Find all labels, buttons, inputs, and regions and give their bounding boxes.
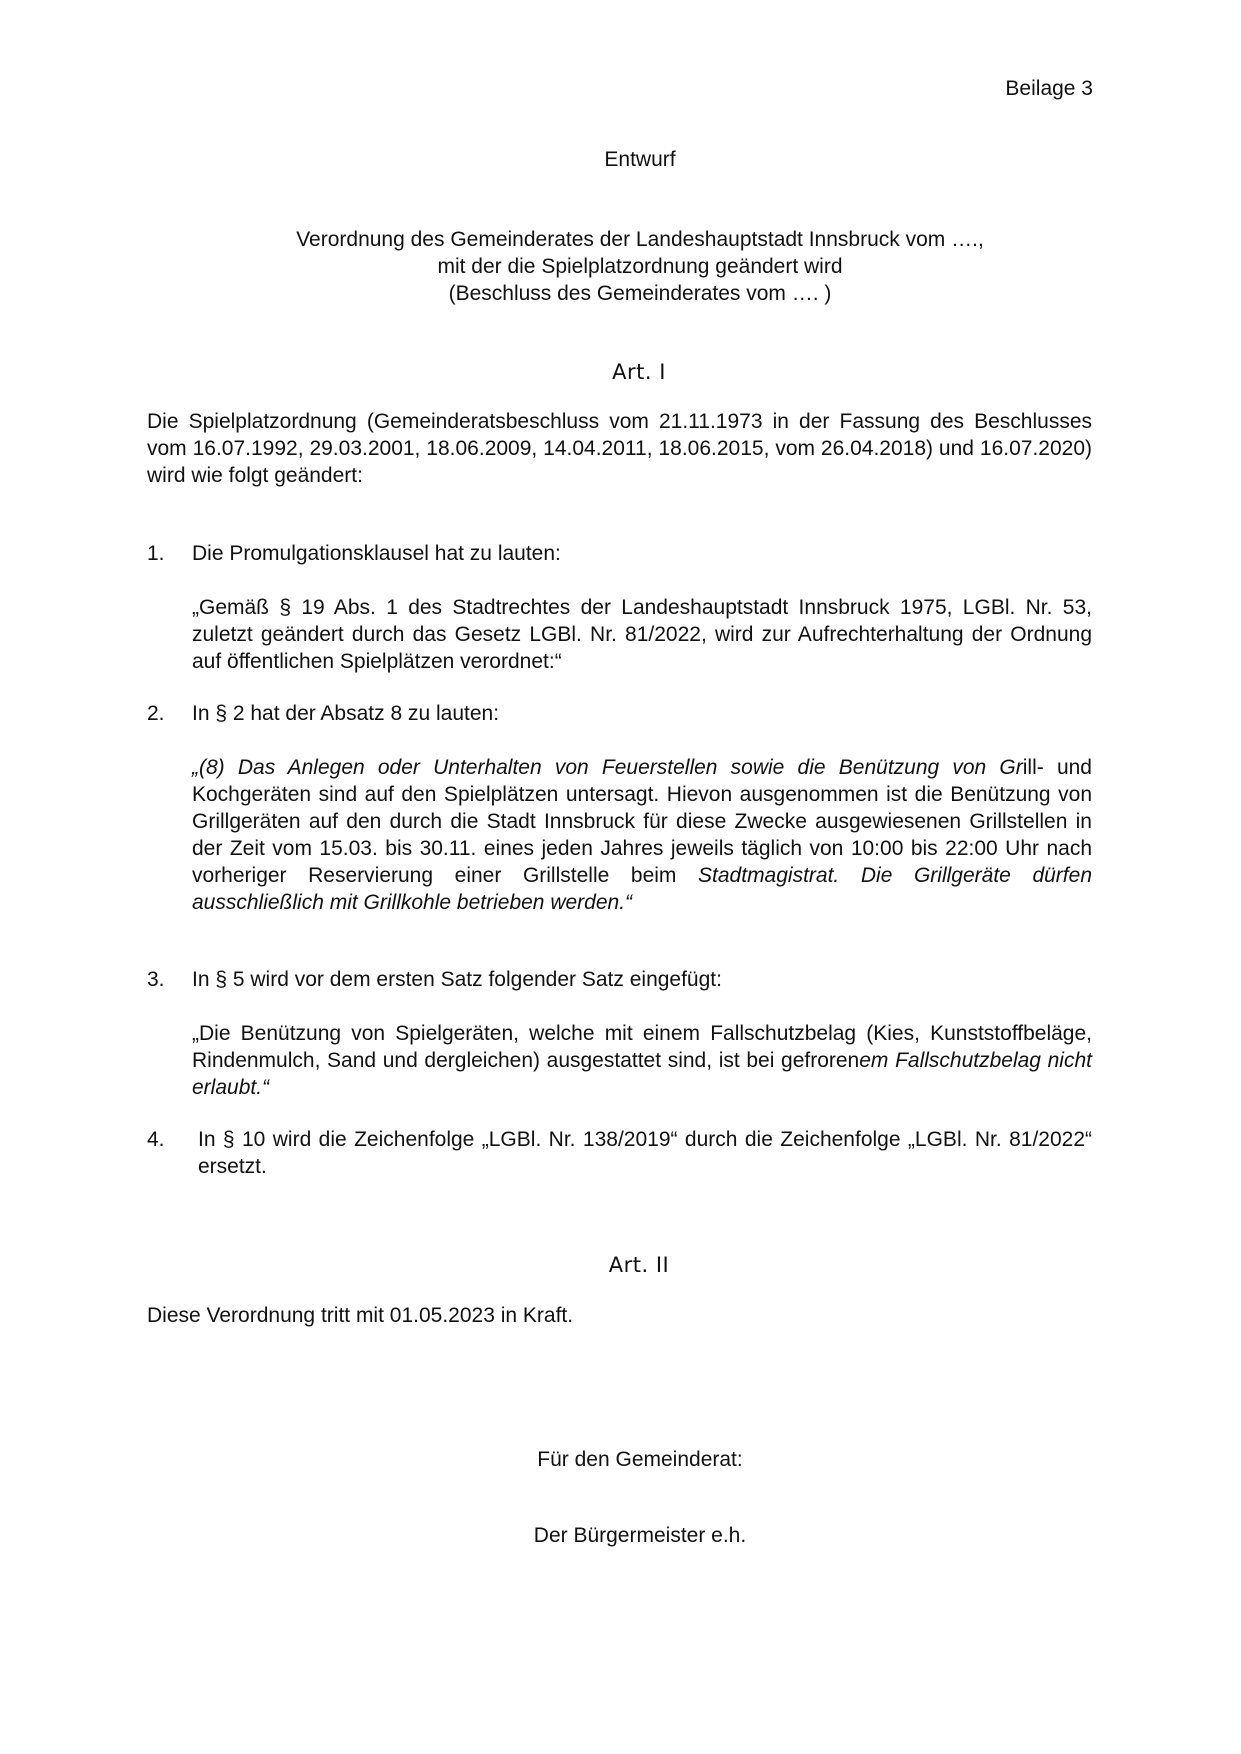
list-item-1-body: „Gemäß § 19 Abs. 1 des Stadtrechtes der Landeshauptstadt Innsbruck 1975, LGBl. Nr. 53, zuletzt geändert durch das Gesetz LGBl. Nr. 81/2022, wird zur Aufrechterhaltung der Ordnung auf öffentlichen Spielplätzen verordnet:“ [192, 596, 1092, 673]
title-line-3: (Beschluss des Gemeinderates vom …. ) [448, 282, 832, 305]
quote-italic-end: Stadtmagistrat. Die Grillgeräte dürfen ausschließlich mit Grillkohle betrieben werden.“ [192, 864, 1092, 914]
effective-date-text: Diese Verordnung tritt mit 01.05.2023 in Kraft. [147, 1304, 574, 1327]
signature-line-council: Für den Gemeinderat: [537, 1448, 743, 1471]
signature-line-mayor: Der Bürgermeister e.h. [533, 1524, 747, 1547]
list-item-lead: In § 2 hat der Absatz 8 zu lauten: [192, 702, 500, 725]
list-item-lead: In § 10 wird die Zeichenfolge „LGBl. Nr. 138/2019“ durch die Zeichenfolge „LGBl. Nr. 81/2022“ ersetzt. [198, 1128, 1092, 1178]
title-line-1: Verordnung des Gemeinderates der Landeshauptstadt Innsbruck vom …., [296, 228, 984, 251]
article-1-heading: Art. I [612, 360, 666, 384]
ordinance-title [0, 226, 1241, 307]
article-1-intro: Die Spielplatzordnung (Gemeinderatsbeschluss vom 21.11.1973 in der Fassung des Beschlusses vom 16.07.1992, 29.03.2001, 18.06.2009, 14.04.2011, 18.06.2015, vom 26.04.2018) und 16.07.2020) wird wie folgt geändert: [147, 410, 1092, 487]
list-item-3 [147, 966, 1092, 993]
list-item-lead: In § 5 wird vor dem ersten Satz folgender Satz eingefügt: [192, 968, 722, 991]
list-item-number: 1. [147, 542, 165, 565]
list-item-number: 3. [147, 968, 165, 991]
list-item-number: 2. [147, 702, 165, 725]
list-item-number: 4. [147, 1128, 165, 1151]
article-2-heading: Art. II [608, 1253, 670, 1277]
quote-regular: „Die Benützung von Spielgeräten, welche mit einem Fallschutzbelag (Kies, Kunststoffbeläge, Rindenmulch, Sand und dergleichen) ausgestattet sind, ist bei gefroren [192, 1022, 1092, 1072]
list-item-2-body [192, 754, 1092, 916]
list-item-3-body [192, 1020, 1092, 1101]
quote-italic-start: „(8) Das Anlegen oder Unterhalten von Feuerstellen sowie die Benützung von Gr [192, 756, 1023, 779]
list-item-2 [147, 700, 1092, 727]
attachment-label: Beilage 3 [1005, 77, 1093, 100]
draft-label: Entwurf [604, 148, 676, 171]
quote-italic-end: em Fallschutzbelag nicht erlaubt.“ [192, 1049, 1092, 1099]
list-item-1 [147, 540, 1092, 567]
list-item-lead: Die Promulgationsklausel hat zu lauten: [192, 542, 561, 565]
title-line-2: mit der die Spielplatzordnung geändert wird [437, 255, 843, 278]
quote-regular: ill- und Kochgeräten sind auf den Spielplätzen untersagt. Hievon ausgenommen ist die Benützung von Grillgeräten auf den durch die Stadt Innsbruck für diese Zwecke ausgewiesenen Grillstellen in der Zeit vom 15.03. bis 30.11. eines jeden Jahres jeweils täglich von 10:00 bis 22:00 Uhr nach vorheriger Reservierung einer Grillstelle beim [192, 756, 1092, 887]
